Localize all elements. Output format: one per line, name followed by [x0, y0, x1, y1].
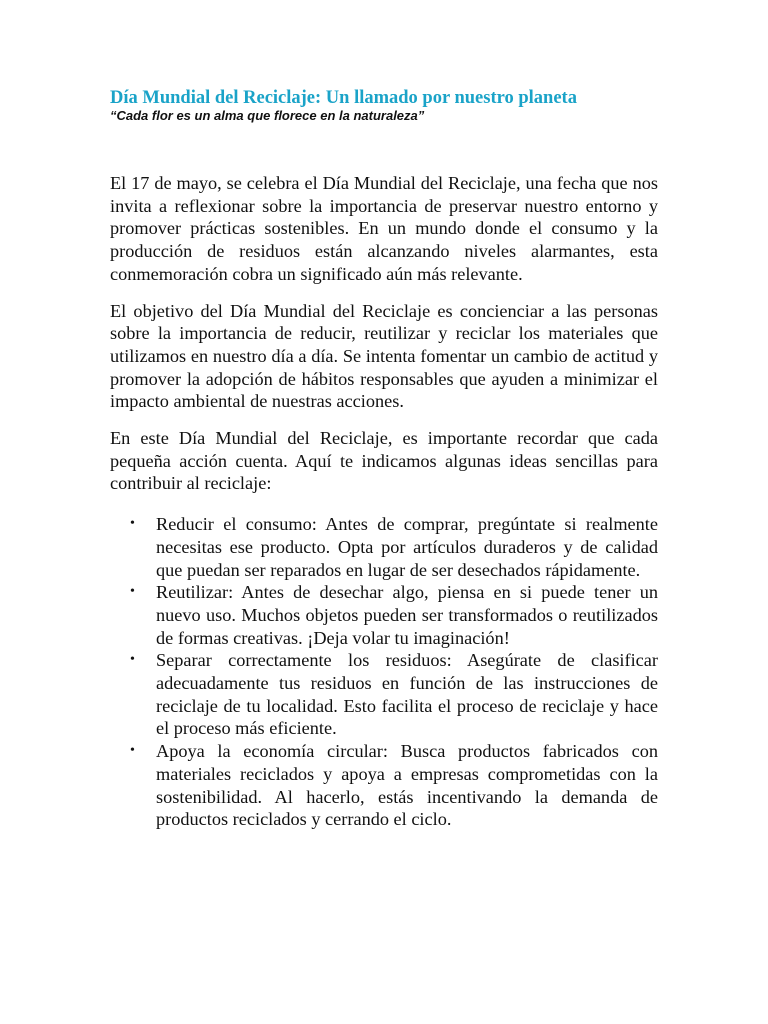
- bullet-icon: •: [130, 652, 135, 668]
- paragraph-objective: El objetivo del Día Mundial del Reciclaje es concienciar a las personas sobre la importancia de reducir, reutilizar y reciclar los materiales que utilizamos en nuestro día a día. Se intenta fomentar un cambio de actitud y promover la adopción de hábitos responsables que ayuden a minimizar el impacto ambiental de nuestras acciones.: [110, 300, 658, 412]
- document-title: Día Mundial del Reciclaje: Un llamado por nuestro planeta: [110, 88, 577, 108]
- paragraph-ideas-intro: En este Día Mundial del Reciclaje, es importante recordar que cada pequeña acción cuenta. Aquí te indicamos algunas ideas sencillas para contribuir al reciclaje:: [110, 428, 658, 494]
- document-subtitle-quote: “Cada flor es un alma que florece en la naturaleza”: [110, 108, 425, 123]
- paragraph-intro: El 17 de mayo, se celebra el Día Mundial del Reciclaje, una fecha que nos invita a reflexionar sobre la importancia de preservar nuestro entorno y promover prácticas sostenibles. En un mundo donde el consumo y la producción de residuos están alcanzando niveles alarmantes, esta conmemoración cobra un significado aún más relevante.: [110, 173, 658, 284]
- list-item-text: Apoya la economía circular: Busca productos fabricados con materiales reciclados y apoya a empresas comprometidas con la sostenibilidad. Al hacerlo, estás incentivando la demanda de productos reciclados y cerrando el ciclo.: [156, 741, 658, 830]
- bullet-icon: •: [130, 584, 135, 600]
- document-page: [110, 88, 658, 831]
- list-item-text: Reutilizar: Antes de desechar algo, piensa en si puede tener un nuevo uso. Muchos objetos pueden ser transformados o reutilizados de formas creativas. ¡Deja volar tu imaginación!: [156, 582, 658, 648]
- bullet-icon: •: [130, 516, 135, 532]
- list-item: [110, 649, 658, 740]
- list-item: [110, 581, 658, 649]
- ideas-list: [110, 513, 658, 831]
- list-item-text: Separar correctamente los residuos: Asegúrate de clasificar adecuadamente tus residuos en función de las instrucciones de reciclaje de tu localidad. Esto facilita el proceso de reciclaje y hace el proceso más eficiente.: [156, 650, 658, 739]
- list-item: [110, 513, 658, 581]
- list-item-text: Reducir el consumo: Antes de comprar, pregúntate si realmente necesitas ese producto. Opta por artículos duraderos y de calidad que puedan ser reparados en lugar de ser desechados rápidamente.: [156, 514, 658, 580]
- bullet-icon: •: [130, 743, 135, 759]
- list-item: [110, 740, 658, 831]
